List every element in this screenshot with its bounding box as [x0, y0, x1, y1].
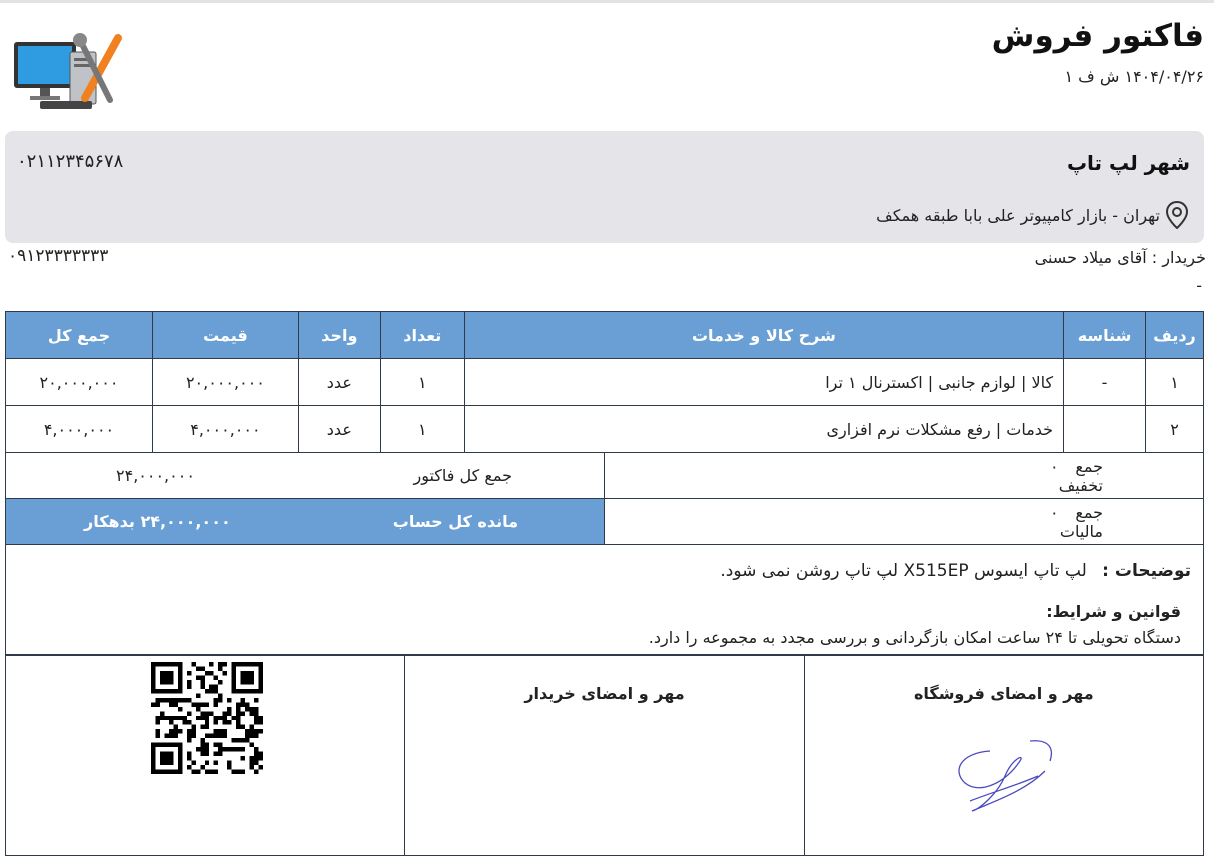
- balance-cell: [6, 499, 605, 545]
- balance-value: ۲۴,۰۰۰,۰۰۰ بدهکار: [84, 512, 231, 531]
- tax-label: جمع مالیات: [1059, 502, 1103, 541]
- discount-label: جمع تخفیف: [1058, 456, 1103, 495]
- shop-phone: ۰۲۱۱۲۳۴۵۶۷۸: [17, 151, 124, 172]
- invoice-total-value: ۲۴,۰۰۰,۰۰۰: [116, 466, 195, 485]
- notes-label: توضیحات :: [1102, 561, 1191, 581]
- cell-unit: عدد: [298, 359, 380, 406]
- buyer-signature-label: مهر و امضای خریدار: [524, 684, 685, 703]
- rules-text: دستگاه تحویلی تا ۲۴ ساعت امکان بازگردانی و بررسی مجدد به مجموعه را دارد.: [648, 628, 1181, 647]
- rules-title: قوانین و شرایط:: [1046, 602, 1181, 621]
- items-table: [5, 311, 1204, 453]
- shop-signature-cell: [804, 656, 1203, 855]
- col-header-price: قیمت: [152, 312, 298, 359]
- totals-table: [5, 452, 1204, 545]
- discount-value: ۰: [1050, 456, 1059, 476]
- notes-text: لپ تاپ ایسوس X515EP لپ تاپ روشن نمی شود.: [720, 561, 1087, 581]
- handwritten-signature: [950, 731, 1060, 816]
- buyer-phone: ۰۹۱۲۳۳۳۳۳۳۳: [8, 246, 109, 266]
- balance-label: مانده کل حساب: [392, 512, 519, 531]
- location-pin-icon: [1166, 201, 1188, 229]
- qr-cell: [6, 656, 404, 855]
- discount-cell: [605, 453, 1204, 499]
- table-header-row: [6, 312, 1204, 359]
- buyer-extra: -: [1196, 276, 1202, 295]
- shop-address-text: تهران - بازار کامپیوتر علی بابا طبقه همکف: [876, 205, 1160, 225]
- buyer-name: خریدار : آقای میلاد حسنی: [1034, 248, 1206, 267]
- computer-repair-logo: [10, 28, 130, 113]
- qr-code: [151, 662, 263, 774]
- col-header-unit: واحد: [298, 312, 380, 359]
- col-header-total: جمع کل: [6, 312, 153, 359]
- table-row: [6, 406, 1204, 453]
- buyer-signature-cell: [404, 656, 803, 855]
- cell-id: [1064, 406, 1146, 453]
- cell-unit: عدد: [298, 406, 380, 453]
- cell-total: ۴,۰۰۰,۰۰۰: [6, 406, 153, 453]
- notes-section: [5, 545, 1204, 655]
- invoice-total-label: جمع کل فاکتور: [413, 466, 513, 485]
- shop-info-box: [5, 131, 1204, 243]
- cell-row-num: ۱: [1146, 359, 1204, 406]
- tax-cell: [605, 499, 1204, 545]
- col-header-id: شناسه: [1064, 312, 1146, 359]
- invoice-date: ۱۴۰۴/۰۴/۲۶ ش ف ۱: [1064, 67, 1204, 86]
- col-header-description: شرح کالا و خدمات: [464, 312, 1063, 359]
- tax-value: ۰: [1050, 502, 1059, 522]
- totals-row: [6, 453, 1204, 499]
- shop-name: شهر لپ تاپ: [1066, 151, 1190, 175]
- notes-line: [720, 561, 1191, 581]
- cell-id: -: [1064, 359, 1146, 406]
- cell-quantity: ۱: [380, 359, 464, 406]
- cell-description: خدمات | رفع مشکلات نرم افزاری: [464, 406, 1063, 453]
- totals-row: [6, 499, 1204, 545]
- signature-row: [5, 655, 1204, 856]
- cell-quantity: ۱: [380, 406, 464, 453]
- top-divider: [0, 0, 1214, 3]
- cell-total: ۲۰,۰۰۰,۰۰۰: [6, 359, 153, 406]
- page-title: فاکتور فروش: [991, 18, 1204, 54]
- col-header-row-num: ردیف: [1146, 312, 1204, 359]
- shop-signature-label: مهر و امضای فروشگاه: [913, 684, 1094, 703]
- col-header-quantity: تعداد: [380, 312, 464, 359]
- invoice-total-cell: [6, 453, 605, 499]
- cell-row-num: ۲: [1146, 406, 1204, 453]
- cell-description: کالا | لوازم جانبی | اکسترنال ۱ ترا: [464, 359, 1063, 406]
- shop-address: [876, 201, 1188, 229]
- cell-price: ۴,۰۰۰,۰۰۰: [152, 406, 298, 453]
- table-row: [6, 359, 1204, 406]
- cell-price: ۲۰,۰۰۰,۰۰۰: [152, 359, 298, 406]
